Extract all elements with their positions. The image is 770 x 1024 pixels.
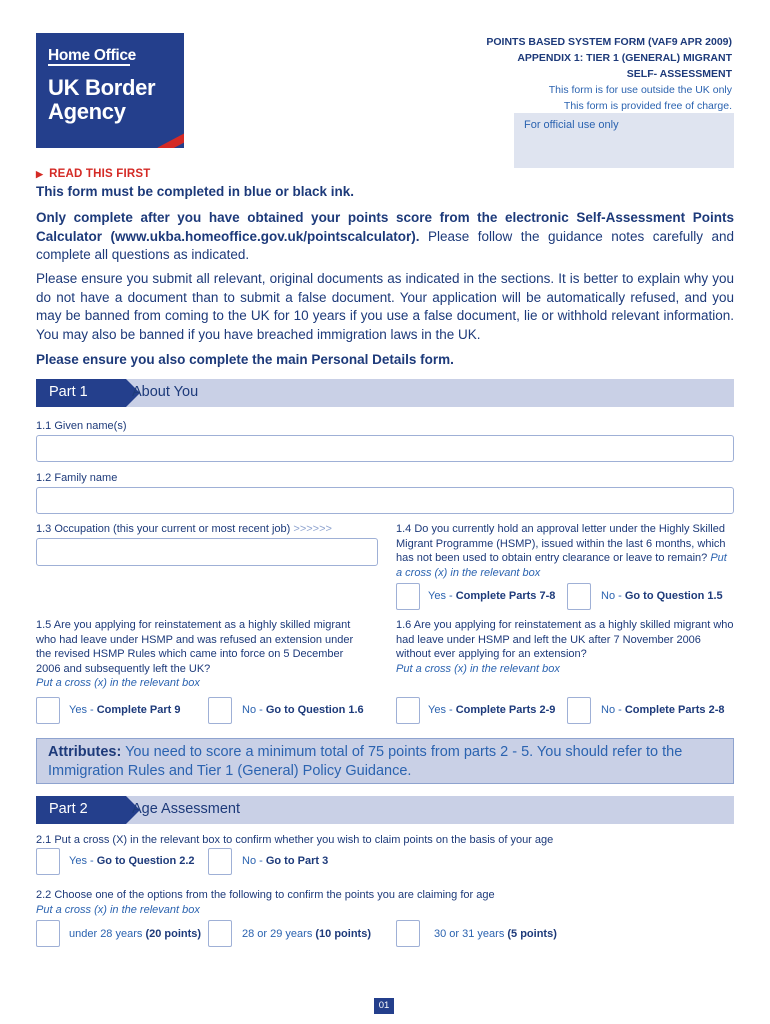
q16-label [396, 618, 734, 676]
q15-text: 1.5 Are you applying for reinstatement as a highly skilled migrant who had leave under HSMP and was refused an extension under the revised HSMP Rules which came into force on 5 December 2006 and subsequently left the UK? [36, 619, 354, 675]
logo-agency-text [48, 76, 155, 124]
q16-no-prefix: No - [601, 704, 625, 716]
q13-text: 1.3 Occupation (this your current or most recent job) [36, 523, 291, 535]
q12-label: 1.2 Family name [36, 472, 118, 484]
q21-yes-label [69, 855, 195, 867]
age-30-31-label [434, 928, 557, 940]
age-under-28-text: under 28 years [69, 928, 146, 940]
q21-no-prefix: No - [242, 855, 266, 867]
q14-label [396, 522, 734, 580]
official-use-label: For official use only [524, 119, 619, 131]
family-name-field[interactable] [36, 487, 734, 514]
q22-hint: Put a cross (x) in the relevant box [36, 903, 200, 916]
q15-yes-label [69, 704, 180, 716]
q15-hint: Put a cross (x) in the relevant box [36, 677, 200, 689]
q14-no-action: Go to Question 1.5 [624, 590, 723, 602]
part-1-header [36, 379, 734, 407]
q15-label [36, 618, 366, 691]
calculator-instruction [36, 209, 734, 265]
q14-hint: Put a cross (x) in the relevant box [396, 552, 727, 579]
logo-home-office-text: Home Office [48, 47, 136, 64]
free-of-charge-note: This form is provided free of charge. [563, 100, 732, 112]
age-28-29-label [242, 928, 371, 940]
read-this-first [36, 168, 151, 180]
q14-yes-prefix: Yes - [428, 590, 456, 602]
part-1-title: About You [132, 384, 199, 400]
q16-no-action: Complete Parts 2-8 [624, 704, 725, 716]
q14-text: 1.4 Do you currently hold an approval letter under the Highly Skilled Migrant Programme (HSMP), issued within the last 6 months, which has not been used to obtain entry clearance or leave to remain? [396, 523, 726, 564]
part-2-title: Age Assessment [132, 801, 240, 817]
q21-no-checkbox[interactable] [208, 848, 232, 875]
documents-warning: Please ensure you submit all relevant, original documents as indicated in the sections. It is better to explain why you do not have a document than to submit a false document. Your application will be automatically refused, and you may be banned from coming to the UK for 10 years if you use a false document, lie or withhold relevant information. You may also be banned if you have breached immigration laws in the UK. [36, 271, 734, 342]
q16-no-label [601, 704, 725, 716]
q15-no-action: Go to Question 1.6 [265, 704, 364, 716]
given-names-field[interactable] [36, 435, 734, 462]
q21-no-action: Go to Part 3 [265, 855, 329, 867]
q21-yes-action: Go to Question 2.2 [96, 855, 195, 867]
age-28-29-checkbox[interactable] [208, 920, 232, 947]
age-30-31-checkbox[interactable] [396, 920, 420, 947]
q11-label: 1.1 Given name(s) [36, 420, 127, 432]
occupation-field[interactable] [36, 538, 378, 566]
outside-uk-note: This form is for use outside the UK only [548, 84, 732, 96]
age-under-28-label [69, 928, 201, 940]
logo-divider [48, 64, 130, 66]
q14-no-label [601, 590, 723, 602]
home-office-logo [36, 33, 184, 148]
q13-arrows: >>>>>> [293, 523, 332, 535]
q21-yes-prefix: Yes - [69, 855, 97, 867]
attributes-notice [36, 738, 734, 784]
q16-no-checkbox[interactable] [567, 697, 591, 724]
q13-label [36, 522, 332, 537]
q14-no-prefix: No - [601, 590, 625, 602]
q21-yes-checkbox[interactable] [36, 848, 60, 875]
q15-yes-action: Complete Part 9 [96, 704, 181, 716]
q16-hint: Put a cross (x) in the relevant box [396, 662, 560, 675]
read-first-label: READ THIS FIRST [49, 168, 151, 180]
age-under-28-checkbox[interactable] [36, 920, 60, 947]
logo-line-uk-border: UK Border [48, 75, 156, 100]
q21-no-label [242, 855, 328, 867]
q15-no-label [242, 704, 364, 716]
q14-yes-checkbox[interactable] [396, 583, 420, 610]
logo-line-agency: Agency [48, 99, 126, 124]
part-1-label: Part 1 [36, 379, 126, 407]
q22-text: 2.2 Choose one of the options from the following to confirm the points you are claiming for age [36, 889, 495, 901]
q16-yes-prefix: Yes - [428, 704, 456, 716]
q16-text: 1.6 Are you applying for reinstatement as a highly skilled migrant who had leave under HSMP and left the UK after 7 November 2006 without ever applying for an extension? [396, 619, 734, 660]
calculator-instruction-rest: Please follow the guidance notes carefully and complete all questions as indicated. [36, 228, 734, 262]
q22-label [36, 888, 734, 917]
ink-instruction: This form must be completed in blue or black ink. [36, 184, 355, 199]
q16-yes-action: Complete Parts 2-9 [455, 704, 556, 716]
q16-yes-checkbox[interactable] [396, 697, 420, 724]
triangle-right-icon: ▶ [36, 169, 44, 179]
part-2-header [36, 796, 734, 824]
part-2-label: Part 2 [36, 796, 126, 824]
self-assessment-title: SELF- ASSESSMENT [626, 68, 732, 80]
q16-yes-label [428, 704, 555, 716]
age-28-29-text: 28 or 29 years [242, 928, 316, 940]
q21-label: 2.1 Put a cross (X) in the relevant box to confirm whether you wish to claim points on the basis of your age [36, 834, 554, 846]
official-use-box [514, 113, 734, 168]
age-30-31-text: 30 or 31 years [434, 928, 508, 940]
age-under-28-points: (20 points) [145, 928, 202, 940]
age-30-31-points: (5 points) [507, 928, 557, 940]
attributes-text: You need to score a minimum total of 75 points from parts 2 - 5. You should refer to the Immigration Rules and Tier 1 (General) Policy Guidance. [48, 744, 683, 779]
form-header [486, 34, 732, 114]
q15-no-prefix: No - [242, 704, 266, 716]
age-28-29-points: (10 points) [315, 928, 371, 940]
attributes-heading: Attributes: [48, 744, 122, 760]
form-code: POINTS BASED SYSTEM FORM (VAF9 APR 2009) [486, 36, 732, 48]
q14-no-checkbox[interactable] [567, 583, 591, 610]
appendix-title: APPENDIX 1: TIER 1 (GENERAL) MIGRANT [517, 52, 732, 64]
page-number: 01 [374, 998, 394, 1014]
calculator-instruction-bold: Only complete after you have obtained your points score from the electronic Self-Assessment Points Calculator (www.ukba.homeoffice.gov.uk/pointscalculator). [36, 210, 734, 244]
q15-yes-prefix: Yes - [69, 704, 97, 716]
logo-red-stripe [158, 119, 184, 148]
personal-details-note: Please ensure you also complete the main Personal Details form. [36, 352, 454, 367]
q15-yes-checkbox[interactable] [36, 697, 60, 724]
q14-yes-action: Complete Parts 7-8 [455, 590, 556, 602]
q15-no-checkbox[interactable] [208, 697, 232, 724]
q14-yes-label [428, 590, 555, 602]
